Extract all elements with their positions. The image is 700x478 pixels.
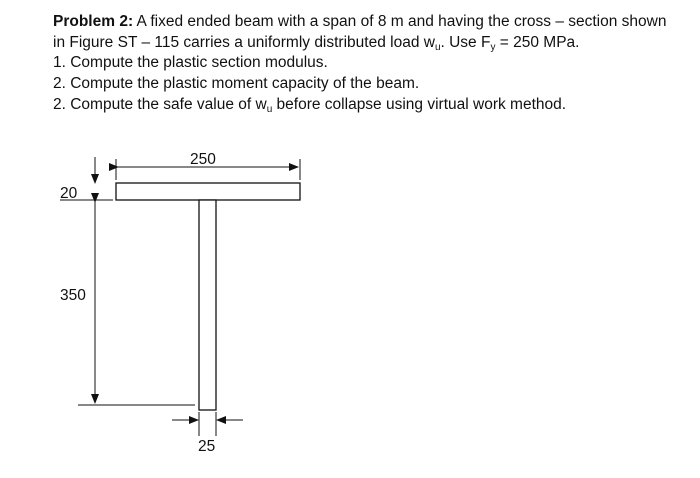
flange <box>116 183 300 200</box>
subscript-y: y <box>490 41 496 53</box>
task-item-1: 1. Compute the plastic section modulus. <box>53 54 328 72</box>
subscript-u-2: u <box>266 103 273 115</box>
web-thickness-label: 25 <box>198 438 216 455</box>
task-item-3-text-a: 2. Compute the safe value of w <box>53 95 267 113</box>
flange-thickness-label: 20 <box>60 185 78 202</box>
problem-line-2-text-b: . Use F <box>440 33 491 51</box>
flange-width-label: 250 <box>190 151 216 168</box>
web-depth-label: 350 <box>60 287 86 304</box>
task-item-2: 2. Compute the plastic moment capacity of the beam. <box>53 75 420 93</box>
problem-line-1-text: A fixed ended beam with a span of 8 m and having the cross – section shown <box>133 13 667 30</box>
problem-line-2-text-c: = 250 MPa. <box>495 33 580 51</box>
web <box>199 200 216 410</box>
task-item-3-text-b: before collapse using virtual work method. <box>272 95 567 113</box>
subscript-u: u <box>434 41 441 53</box>
problem-heading: Problem 2: <box>53 13 134 30</box>
problem-line-2-text-a: in Figure ST – 115 carries a uniformly distributed load w <box>53 33 435 51</box>
